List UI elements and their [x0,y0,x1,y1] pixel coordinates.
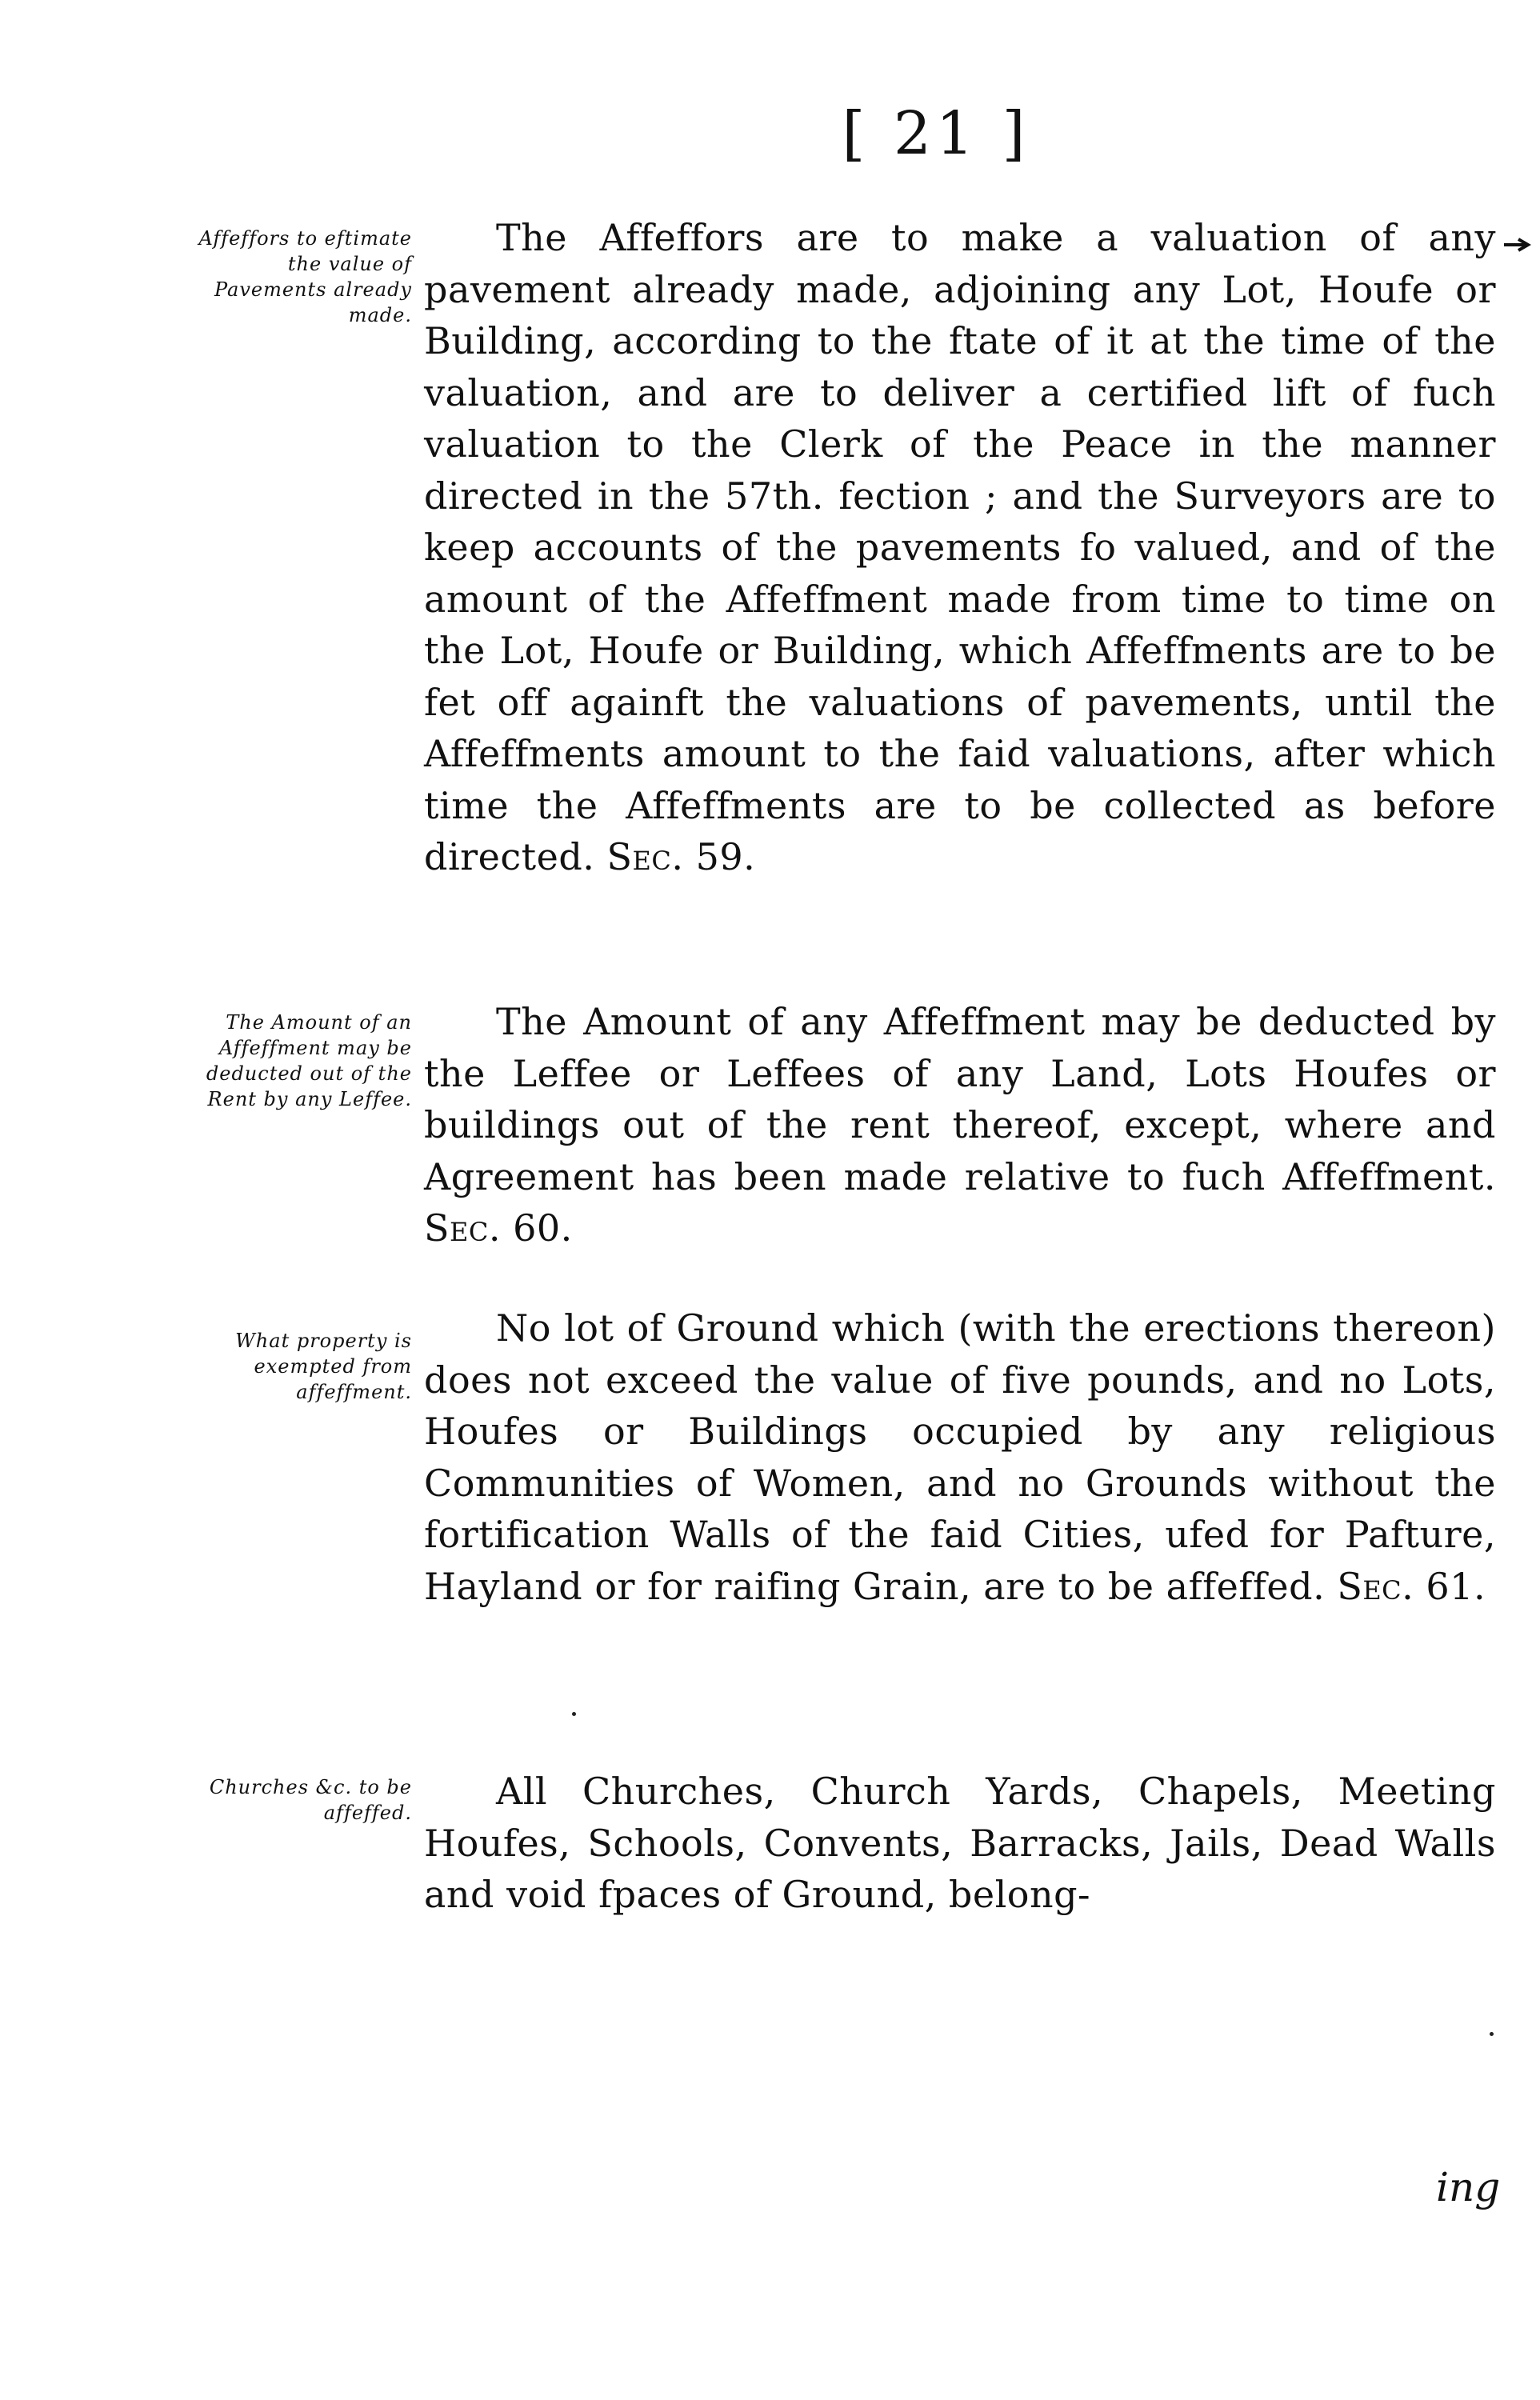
section-reference: Sec. 59. [606,835,756,878]
paragraph-text: All Churches, Church Yards, Chapels, Meeting Houfes, Schools, Convents, Barracks, Jails, Dead Walls and void fpaces of Ground, belong- [424,1770,1496,1916]
margin-note: Churches &c. to be affeffed. [209,1776,412,1824]
paragraph-text: The Amount of any Affeffment may be deducted by the Leffee or Leffees of any Land, Lots Houfes or buildings out of the rent thereof, except, where and Agreement has been made relative to fuch Affeffment. [424,1000,1496,1198]
paragraph [424,1766,1496,1921]
section-reference: Sec. 61. [1337,1564,1486,1608]
paragraph-text: The Affeffors are to make a valuation of any pavement already made, adjoining any Lot, Houfe or Building, according to the ftate of it at the time of the valuation, and are to deliver a certified lift of fuch valuation to the Clerk of the Peace in the manner directed in the 57th. fection ; and the Surveyors are to keep accounts of the pavements fo valued, and of the amount of the Affeffment made from time to time on the Lot, Houfe or Building, which Affeffments are to be fet off againft the valuations of pavements, until the Affeffments amount to the faid valuations, after which time the Affeffments are to be collected as before directed. [424,216,1496,878]
section-reference: Sec. 60. [424,1206,573,1250]
margin-note: Affeffors to eftimate the value of Pavements already made. [198,227,412,326]
stray-mark [572,1712,576,1716]
margin-note: What property is exempted from affeffment. [235,1330,412,1403]
margin-note: The Amount of an Affeffment may be deducted out of the Rent by any Leffee. [206,1011,412,1110]
paragraph [424,212,1496,883]
page-number: [ 21 ] [842,99,1030,168]
stray-mark [1490,2032,1494,2036]
paragraph [424,996,1496,1254]
paragraph [424,1302,1496,1612]
paragraph-text: No lot of Ground which (with the erections thereon) does not exceed the value of five pounds, and no Lots, Houfes or Buildings occupied by any religious Communities of Women, and no Grounds without the fortification Walls of the faid Cities, ufed for Pafture, Hayland or for raifing Grain, are to be affeffed. [424,1306,1496,1608]
arrow-mark-icon [1504,237,1533,253]
catchword: ing [1436,2164,1501,2210]
